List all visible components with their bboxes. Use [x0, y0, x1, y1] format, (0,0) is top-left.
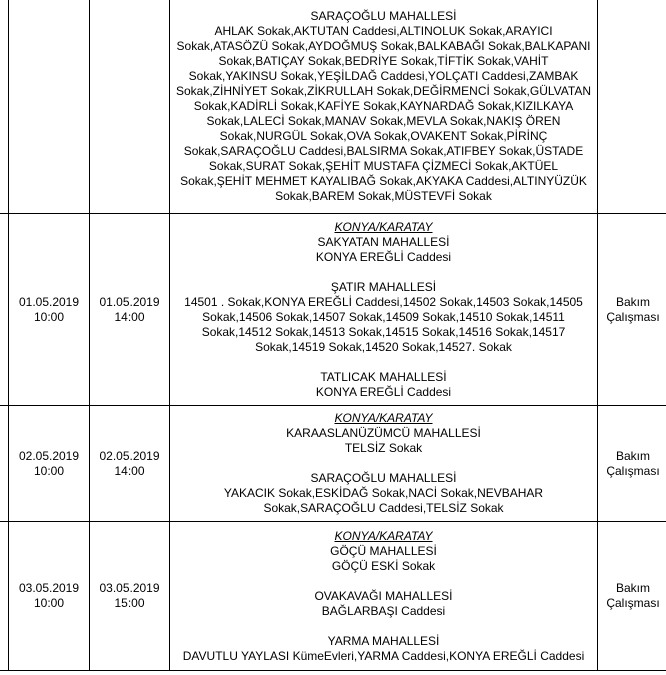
- street-list: 14501 . Sokak,KONYA EREĞLİ Caddesi,14502 Sokak,14503 Sokak,14505 Sokak,14506 Sokak,14507 Sokak,14509 Sokak,14510 Sokak,14511 Sokak,14512 Sokak,14513 Sokak,14515 Sokak,14516 Sokak,14517 Sokak,14519 Sokak,14520 Sokak,14527. Sokak: [184, 294, 583, 354]
- region-label: KONYA/KARATAY: [334, 219, 433, 234]
- mahalle-name: TATLICAK MAHALLESİ: [320, 369, 447, 384]
- table-row: [0, 522, 666, 671]
- row-edge-cell: [0, 522, 9, 671]
- location-cell: [170, 0, 598, 214]
- row-edge-cell: [0, 406, 9, 522]
- work-type-cell: Bakım Çalışması: [598, 406, 666, 522]
- street-list: BAĞLARBAŞI Caddesi: [321, 603, 446, 618]
- row-edge-cell: [0, 0, 9, 214]
- table-row: [0, 406, 666, 522]
- street-list: KONYA EREĞLİ Caddesi: [315, 249, 452, 264]
- region-label: KONYA/KARATAY: [334, 411, 433, 425]
- mahalle-name: SARAÇOĞLU MAHALLESİ: [310, 9, 457, 23]
- mahalle-name: GÖÇÜ MAHALLESİ: [330, 543, 437, 558]
- row-edge-cell: [0, 214, 9, 406]
- mahalle-name: SARAÇOĞLU MAHALLESİ: [310, 471, 457, 485]
- street-list: DAVUTLU YAYLASI KümeEvleri,YARMA Caddesi,KONYA EREĞLİ Caddesi: [182, 648, 585, 663]
- street-list: AHLAK Sokak,AKTUTAN Caddesi,ALTINOLUK Sokak,ARAYICI Sokak,ATASÖZÜ Sokak,AYDOĞMUŞ Sokak,BALKABAĞI Sokak,BALKAPANI Sokak,BATIÇAY Sokak,BEDRİYE Sokak,TİFTİK Sokak,VAHİT Sokak,YAKINSU Sokak,YEŞİLDAĞ Caddesi,YOLÇATI Caddesi,ZAMBAK Sokak,ZİHNİYET Sokak,ZİKRULLAH Sokak,DEĞİRMENCİ Sokak,GÜLVATAN Sokak,KADİRLİ Sokak,KAFİYE Sokak,KAYNARDAĞ Sokak,KIZILKAYA Sokak,LALECİ Sokak,MANAV Sokak,MEVLA Sokak,NAKIŞ ÖREN Sokak,NURGÜL Sokak,OVA Sokak,OVAKENT Sokak,PİRİNÇ Sokak,SARAÇOĞLU Caddesi,BALSIRMA Sokak,ATIFBEY Sokak,ÜSTADE Sokak,SURAT Sokak,ŞEHİT MUSTAFA ÇİZMECİ Sokak,AKTÜEL Sokak,ŞEHİT MEHMET KAYALIBAĞ Sokak,AKYAKA Caddesi,ALTINYÜZÜK Sokak,BAREM Sokak,MÜSTEVFİ Sokak: [175, 24, 591, 203]
- end-time-cell: 03.05.2019 15:00: [90, 522, 170, 671]
- mahalle-name: YARMA MAHALLESİ: [327, 633, 440, 648]
- work-type-cell: [598, 0, 666, 214]
- mahalle-name: SAKYATAN MAHALLESİ: [317, 234, 450, 249]
- start-time-cell: [9, 0, 90, 214]
- street-list: YAKACIK Sokak,ESKİDAĞ Sokak,NACİ Sokak,NEVBAHAR Sokak,SARAÇOĞLU Caddesi,TELSİZ Sokak: [223, 486, 544, 515]
- start-time-cell: 01.05.2019 10:00: [9, 214, 90, 406]
- street-list: KONYA EREĞLİ Caddesi: [315, 384, 452, 399]
- table-row: [0, 214, 666, 406]
- mahalle-name: ŞATIR MAHALLESİ: [330, 279, 437, 294]
- table-row: [0, 0, 666, 214]
- mahalle-name: KARAASLANÜZÜMCÜ MAHALLESİ: [286, 426, 481, 440]
- street-list: GÖÇÜ ESKİ Sokak: [331, 558, 436, 573]
- region-label: KONYA/KARATAY: [334, 528, 433, 543]
- start-time-cell: 03.05.2019 10:00: [9, 522, 90, 671]
- mahalle-name: OVAKAVAĞI MAHALLESİ: [314, 588, 453, 603]
- location-cell: [170, 214, 598, 406]
- start-time-cell: 02.05.2019 10:00: [9, 406, 90, 522]
- end-time-cell: 02.05.2019 14:00: [90, 406, 170, 522]
- work-type-cell: Bakım Çalışması: [598, 522, 666, 671]
- end-time-cell: 01.05.2019 14:00: [90, 214, 170, 406]
- end-time-cell: [90, 0, 170, 214]
- work-type-cell: Bakım Çalışması: [598, 214, 666, 406]
- street-list: TELSİZ Sokak: [344, 441, 423, 455]
- location-cell: [170, 522, 598, 671]
- location-cell: [170, 406, 598, 522]
